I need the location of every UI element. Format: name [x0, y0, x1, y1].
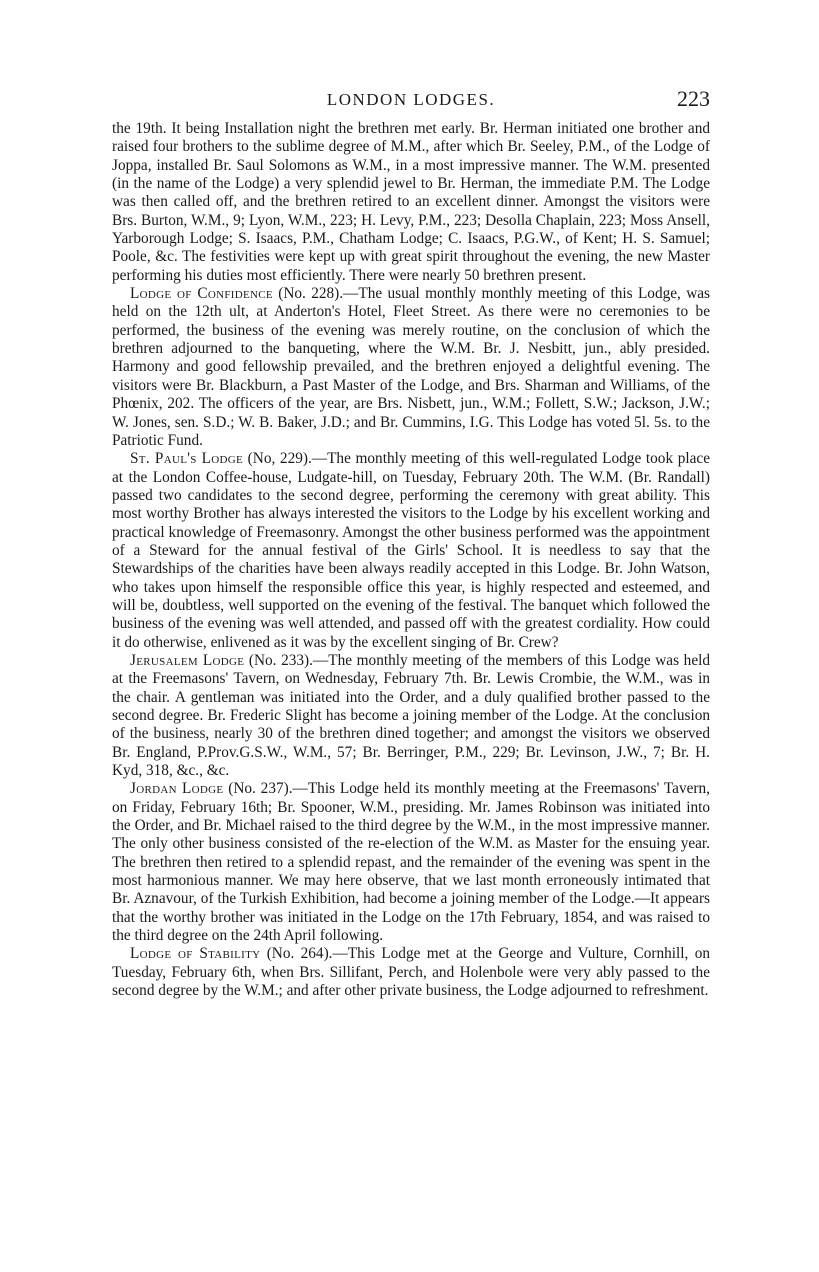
lodge-entry-st-pauls [112, 450, 710, 652]
lodge-entry-confidence [112, 285, 710, 450]
lodge-entry-jerusalem [112, 652, 710, 780]
lodge-name: Lodge of Confidence [130, 285, 273, 303]
article-body [112, 120, 710, 1001]
lodge-name: Jordan Lodge [130, 780, 224, 798]
paragraph-text: the 19th. It being Installation night the brethren met early. Br. Herman initiated one brother and raised four brothers to the sublime degree of M.M., after which Br. Seeley, P.M., of the Lodge of Joppa, installed Br. Saul Solomons as W.M., in a most impressive manner. The W.M. presented (in the name of the Lodge) a very splendid jewel to Br. Herman, the immediate P.M. The Lodge was then called off, and the brethren retired to an excellent dinner. Amongst the visitors were Brs. Burton, W.M., 9; Lyon, W.M., 223; H. Levy, P.M., 223; Desolla Chaplain, 223; Moss Ansell, Yarborough Lodge; S. Isaacs, P.M., Chatham Lodge; C. Isaacs, P.G.W., of Kent; H. S. Samuel; Poole, &c. The festivities were kept up with great spirit throughout the evening, the new Master performing his duties most efficiently. There were nearly 50 brethren present. [112, 120, 710, 284]
lodge-entry-jordan [112, 780, 710, 945]
lodge-name: Lodge of Stability [130, 945, 261, 963]
paragraph-text: (No, 229).—The monthly meeting of this well-regulated Lodge took place at the London Coffee-house, Ludgate-hill, on Tuesday, February 20th. The W.M. (Br. Randall) passed two candidates to the second degree, performing the ceremony with great ability. This most worthy Brother has always interested the visitors to the Lodge by his excellent working and practical knowledge of Freemasonry. Amongst the other business performed was the appointment of a Steward for the annual festival of the Girls' School. It is needless to say that the Stewardships of the charities have been always readily accepted in this Lodge. Br. John Watson, who takes upon himself the responsible office this year, is highly respected and esteemed, and will be, doubtless, well supported on the evening of the festival. The banquet which followed the business of the evening was well attended, and passed off with the greatest cordiality. How could it do otherwise, enlivened as it was by the excellent singing of Br. Crew? [112, 450, 710, 651]
paragraph-text: (No. 264).—This Lodge met at the George and Vulture, Cornhill, on Tuesday, February 6th, when Brs. Sillifant, Perch, and Holenbole were very ably passed to the second degree by the W.M.; and after other private business, the Lodge adjourned to refreshment. [112, 945, 711, 1000]
page [112, 86, 710, 1001]
paragraph-text: (No. 237).—This Lodge held its monthly meeting at the Freemasons' Tavern, on Friday, February 16th; Br. Spooner, W.M., presiding. Mr. James Robinson was initiated into the Order, and Br. Michael raised to the third degree by the W.M., in the most impressive manner. The only other business consisted of the re-election of the W.M. as Master for the ensuing year. The brethren then retired to a splendid repast, and the remainder of the evening was spent in the most harmonious manner. We may here observe, that we last month erroneously intimated that Br. Aznavour, of the Turkish Exhibition, had become a joining member of the Lodge.—It appears that the worthy brother was initiated in the Lodge on the 17th February, 1854, and was raised to the third degree on the 24th April following. [112, 780, 710, 945]
lodge-entry-stability [112, 945, 710, 1000]
paragraph-text: (No. 233).—The monthly meeting of the members of this Lodge was held at the Freemasons' Tavern, on Wednesday, February 7th. Br. Lewis Crombie, the W.M., was in the chair. A gentleman was initiated into the Order, and a duly qualified brother passed to the second degree. Br. Frederic Slight has become a joining member of the Lodge. At the conclusion of the business, nearly 30 of the brethren dined together; and amongst the visitors we observed Br. England, P.Prov.G.S.W., W.M., 57; Br. Berringer, P.M., 229; Br. Levinson, J.W., 7; Br. H. Kyd, 318, &c., &c. [112, 651, 711, 780]
paragraph-text: (No. 228).—The usual monthly monthly meeting of this Lodge, was held on the 12th ult, at Anderton's Hotel, Fleet Street. As there were no ceremonies to be performed, the business of the evening was merely routine, on the conclusion of which the brethren adjourned to the banqueting, where the W.M. Br. J. Nesbitt, jun., ably presided. Harmony and good fellowship prevailed, and the brethren enjoyed a delightful evening. The visitors were Br. Blackburn, a Past Master of the Lodge, and Brs. Sharman and Williams, of the Phœnix, 202. The officers of the year, are Brs. Nisbett, jun., W.M.; Follett, S.W.; Jackson, J.W.; W. Jones, sen. S.D.; W. B. Baker, J.D.; and Br. Cummins, I.G. This Lodge has voted 5l. 5s. to the Patriotic Fund. [112, 285, 710, 449]
running-head: LONDON LODGES. [326, 90, 496, 109]
page-header [112, 86, 710, 120]
lodge-name: Jerusalem Lodge [130, 651, 245, 669]
continuation-paragraph [112, 120, 710, 285]
lodge-name: St. Paul's Lodge [130, 450, 244, 468]
page-number: 223 [677, 86, 710, 111]
